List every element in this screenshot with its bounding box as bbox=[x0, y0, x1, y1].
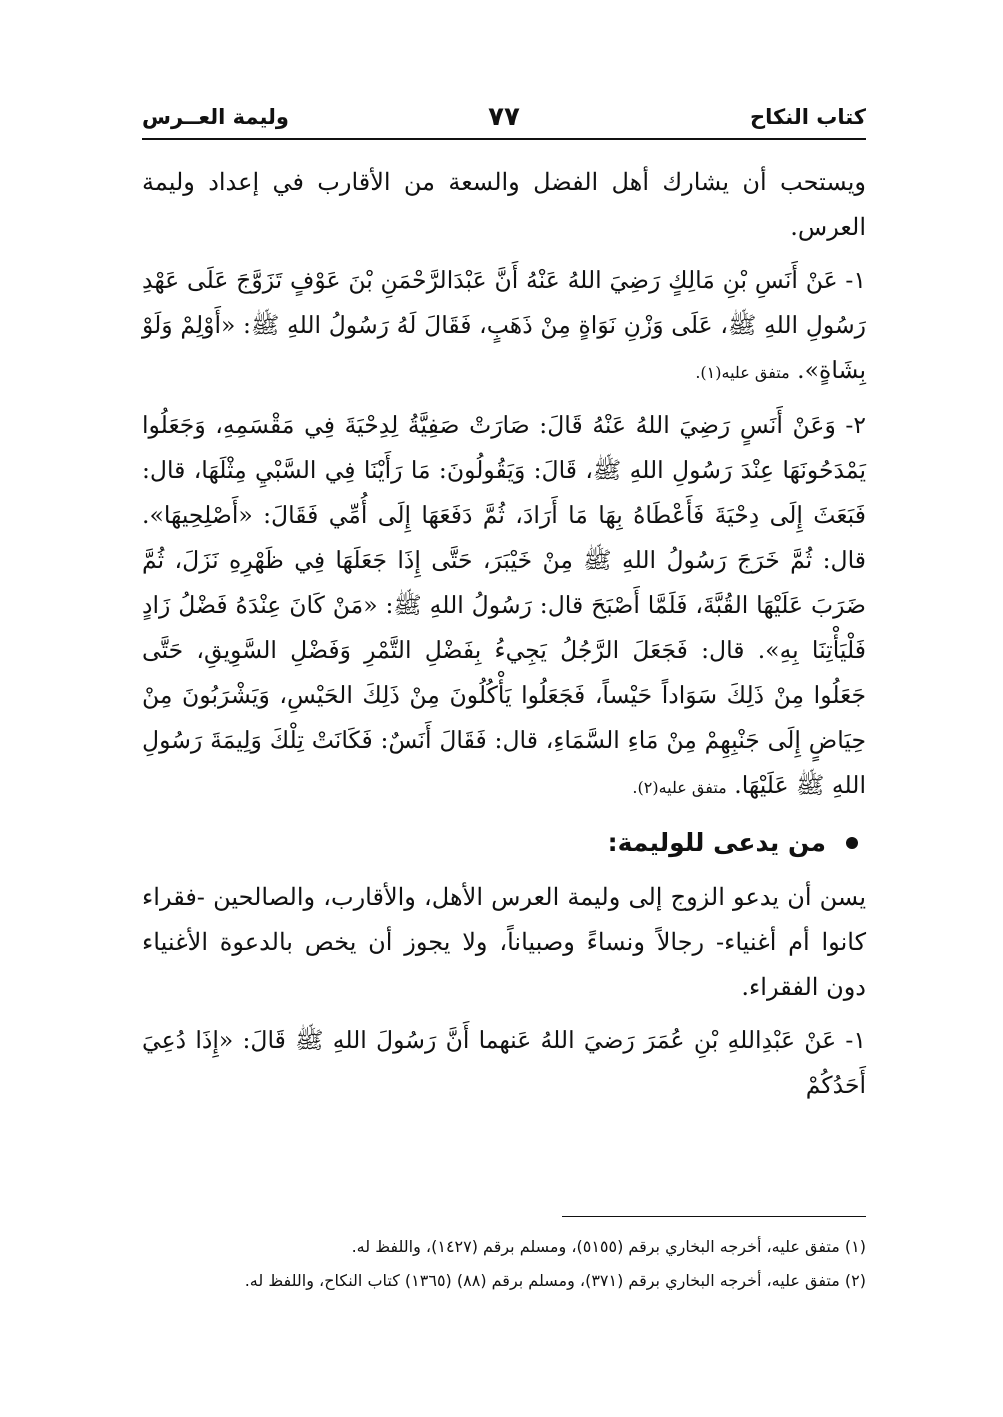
invitation-paragraph: يسن أن يدعو الزوج إلى وليمة العرس الأهل، والأقارب، والصالحين -فقراء كانوا أم أغنياء- رجالاً ونساءً وصبياناً، ولا يجوز أن يخص بالدعوة الأغنياء دون الفقراء. bbox=[142, 883, 866, 1001]
header-rule bbox=[142, 138, 866, 140]
hadith-3: ١- عَنْ عَبْدِاللهِ بْنِ عُمَرَ رَضيَ اللهُ عَنهما أَنَّ رَسُولَ اللهِ ﷺ قَالَ: «إِذَا دُعِيَ أَحَدُكُمْ bbox=[142, 1026, 866, 1099]
intro-paragraph: ويستحب أن يشارك أهل الفضل والسعة من الأقارب في إعداد وليمة العرس. bbox=[142, 168, 866, 241]
hadith-1-source: متفق عليه(١). bbox=[695, 363, 790, 382]
section-heading bbox=[142, 820, 866, 865]
page-body bbox=[142, 160, 866, 1116]
hadith-2-source: متفق عليه(٢). bbox=[632, 778, 727, 797]
header-book-title: كتاب النكاح bbox=[750, 105, 866, 129]
footnotes bbox=[142, 1233, 866, 1301]
hadith-2-text: ٢- وَعَنْ أَنَسٍ رَضِيَ اللهُ عَنْهُ قَالَ: صَارَتْ صَفِيَّةُ لِدِحْيَةَ فِي مَقْسَمِهِ، وَجَعَلُوا يَمْدَحُونَهَا عِنْدَ رَسُولِ اللهِ ﷺ، قَالَ: وَيَقُولُونَ: مَا رَأَيْنَا فِي السَّبْيِ مِثْلَهَا، قال: فَبَعَثَ إِلَى دِحْيَةَ فَأَعْطَاهُ بِهَا مَا أَرَادَ، ثُمَّ دَفَعَهَا إِلَى أُمِّي فَقَالَ: «أَصْلِحِيهَا». قال: ثُمَّ خَرَجَ رَسُولُ اللهِ ﷺ مِنْ خَيْبَرَ، حَتَّى إِذَا جَعَلَهَا فِي ظَهْرِهِ نَزَلَ، ثُمَّ ضَرَبَ عَلَيْهَا القُبَّةَ، فَلَمَّا أَصْبَحَ قال: رَسُولُ اللهِ ﷺ: «مَنْ كَانَ عِنْدَهُ فَضْلُ زَادٍ فَلْيَأْتِنَا بِهِ». قال: فَجَعَلَ الرَّجُلُ يَجِيءُ بِفَضْلِ التَّمْرِ وَفَضْلِ السَّوِيقِ، حَتَّى جَعَلُوا مِنْ ذَلِكَ سَوَاداً حَيْساً، فَجَعَلُوا يَأْكُلُونَ مِنْ ذَلِكَ الحَيْسِ، وَيَشْرَبُونَ مِنْ حِيَاضٍ إِلَى جَنْبِهِمْ مِنْ مَاءِ السَّمَاءِ، قال: فَقَالَ أَنَسٌ: فَكَانَتْ تِلْكَ وَلِيمَةَ رَسُولِ اللهِ ﷺ عَلَيْهَا. bbox=[142, 411, 866, 799]
footnote-1: (١) متفق عليه، أخرجه البخاري برقم (٥١٥٥)، ومسلم برقم (١٤٢٧)، واللفظ له. bbox=[351, 1237, 866, 1256]
hadith-1-text: ١- عَنْ أَنَسِ بْنِ مَالِكٍ رَضِيَ اللهُ عَنْهُ أَنَّ عَبْدَالرَّحْمَنِ بْنَ عَوْفٍ تَزَوَّجَ عَلَى عَهْدِ رَسُولِ اللهِ ﷺ، عَلَى وَزْنِ نَوَاةٍ مِنْ ذَهَبٍ، فَقَالَ لَهُ رَسُولُ اللهِ ﷺ: «أَوْلِمْ وَلَوْ بِشَاةٍ». bbox=[142, 266, 866, 384]
hadith-1 bbox=[142, 258, 866, 395]
header-chapter-title: وليمة العــرس bbox=[142, 105, 289, 129]
page-number: ٧٧ bbox=[488, 102, 520, 132]
section-heading-text: من يدعى للوليمة: bbox=[607, 828, 826, 857]
hadith-2 bbox=[142, 403, 866, 810]
bullet-icon bbox=[846, 837, 858, 849]
footnote-rule bbox=[562, 1216, 866, 1217]
running-header bbox=[142, 97, 866, 137]
footnote-2: (٢) متفق عليه، أخرجه البخاري برقم (٣٧١)، ومسلم برقم (٨٨) (١٣٦٥) كتاب النكاح، واللفظ له. bbox=[244, 1271, 866, 1290]
